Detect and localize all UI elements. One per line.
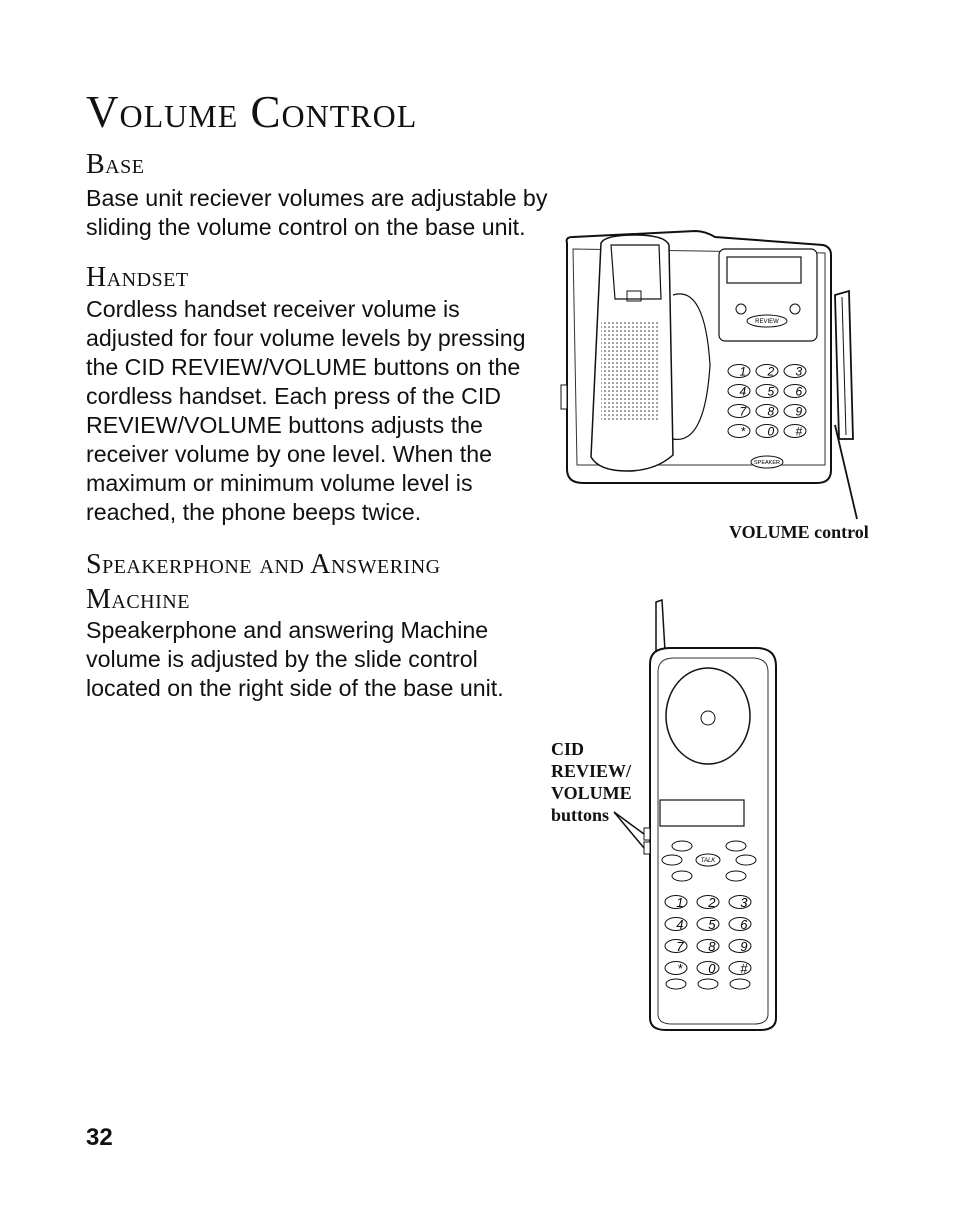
- text-line: sliding the volume control on the base unit.: [86, 214, 526, 240]
- heading-line: Speakerphone and Answering: [86, 549, 441, 580]
- page-title: Volume Control: [86, 87, 418, 137]
- handset-illustration: [610, 598, 790, 1034]
- text-line: volume is adjusted by the slide control: [86, 646, 478, 672]
- key-3-label: 3: [740, 894, 748, 910]
- key-*-label: *: [677, 960, 683, 976]
- speaker-button-label: SPEAKER: [754, 460, 780, 466]
- key-4-label: 4: [676, 916, 684, 932]
- key-*-button: [665, 962, 687, 975]
- key-7-label: 7: [739, 404, 747, 419]
- key-#-label: #: [795, 424, 803, 439]
- key-0-label: 0: [767, 424, 775, 439]
- key-6-label: 6: [740, 916, 748, 932]
- text-line: Base unit reciever volumes are adjustable by: [86, 185, 548, 211]
- key-1-label: 1: [676, 894, 684, 910]
- key-*-label: *: [740, 424, 746, 439]
- text-line: receiver volume by one level. When the: [86, 441, 492, 467]
- section-body-handset: [86, 295, 556, 527]
- page-number: 32: [86, 1124, 113, 1151]
- key-1-label: 1: [739, 364, 747, 379]
- cid-review-volume-callout: [551, 738, 632, 826]
- speaker-grille: [601, 321, 659, 421]
- section-heading-handset: Handset: [86, 262, 189, 293]
- heading-line: Machine: [86, 584, 190, 615]
- text-line: maximum or minimum volume level is: [86, 470, 473, 496]
- base-unit-illustration: [555, 225, 865, 525]
- text-line: Cordless handset receiver volume is: [86, 296, 460, 322]
- key-0-label: 0: [708, 960, 716, 976]
- section-body-speakerphone: [86, 616, 556, 703]
- text-line: adjusted for four volume levels by pressing: [86, 325, 526, 351]
- section-body-base: [86, 184, 556, 242]
- key-9-label: 9: [740, 938, 748, 954]
- key-9-label: 9: [795, 404, 803, 419]
- text-line: located on the right side of the base unit.: [86, 675, 504, 701]
- text-line: the CID REVIEW/VOLUME buttons on the: [86, 354, 521, 380]
- key-8-label: 8: [708, 938, 716, 954]
- volume-control-callout: VOLUME control: [729, 522, 869, 542]
- key-6-label: 6: [795, 384, 803, 399]
- callout-line: buttons: [551, 805, 610, 825]
- review-button-label: REVIEW: [755, 319, 779, 325]
- key-2-label: 2: [767, 364, 775, 379]
- text-line: cordless handset. Each press of the CID: [86, 383, 502, 409]
- key-3-label: 3: [795, 364, 803, 379]
- text-line: Speakerphone and answering Machine: [86, 617, 489, 643]
- key-4-label: 4: [739, 384, 747, 399]
- key-8-label: 8: [767, 404, 775, 419]
- key-#-label: #: [740, 960, 748, 976]
- callout-line: REVIEW/: [551, 761, 632, 781]
- callout-line: VOLUME: [551, 783, 632, 803]
- key-*-button: [728, 425, 750, 438]
- callout-line: CID: [551, 739, 585, 759]
- key-2-label: 2: [708, 894, 716, 910]
- section-heading-base: Base: [86, 149, 145, 180]
- talk-button-label: TALK: [700, 858, 716, 864]
- section-heading-speakerphone: [86, 547, 441, 617]
- text-line: reached, the phone beeps twice.: [86, 499, 422, 525]
- text-line: REVIEW/VOLUME buttons adjusts the: [86, 412, 483, 438]
- key-7-label: 7: [676, 938, 684, 954]
- key-5-label: 5: [708, 916, 716, 932]
- key-5-label: 5: [767, 384, 775, 399]
